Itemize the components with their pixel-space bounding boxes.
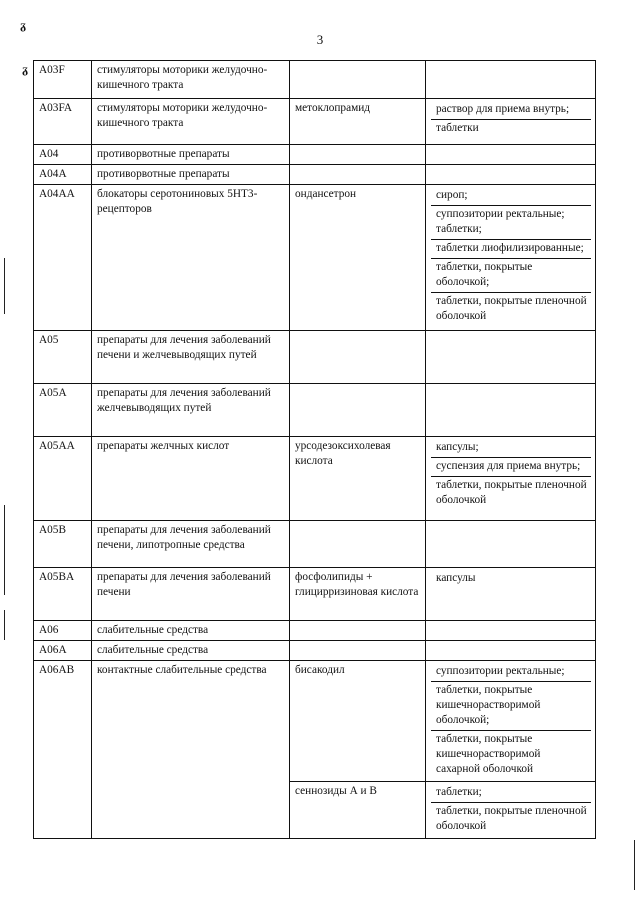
- dosage-form-cell: [426, 661, 596, 782]
- dosage-form-item: сироп;: [431, 187, 591, 206]
- corner-mark-row: ᵹ: [22, 62, 29, 76]
- left-margin-mark: [4, 505, 5, 595]
- dosage-form-cell: [426, 185, 596, 331]
- table-row: [34, 165, 596, 185]
- dosage-form-item: таблетки, покрытые оболочкой;: [431, 259, 591, 293]
- atc-code-cell: A04A: [34, 165, 92, 185]
- dosage-form-cell: [426, 384, 596, 437]
- table-row: [34, 621, 596, 641]
- table-row: [34, 331, 596, 384]
- group-name-cell: препараты для лечения заболеваний желчевыводящих путей: [92, 384, 290, 437]
- dosage-form-item: таблетки, покрытые кишечнорастворимой сахарной оболочкой: [436, 733, 541, 775]
- corner-mark-top: ᵹ: [20, 18, 27, 32]
- table-row: [34, 185, 596, 331]
- atc-code-cell: A05A: [34, 384, 92, 437]
- right-margin-mark: [634, 840, 635, 890]
- atc-code-cell: A06A: [34, 641, 92, 661]
- dosage-form-cell: [426, 99, 596, 145]
- dosage-form-item: капсулы: [436, 572, 476, 584]
- drug-name-cell: [290, 521, 426, 568]
- page-number: 3: [316, 32, 324, 47]
- dosage-form-item: таблетки;: [431, 784, 591, 803]
- dosage-form-item: таблетки, покрытые пленочной оболочкой: [436, 805, 587, 832]
- group-name-cell: стимуляторы моторики желудочно-кишечного тракта: [92, 61, 290, 99]
- dosage-form-cell: [426, 61, 596, 99]
- group-name-cell: препараты для лечения заболеваний печени, липотропные средства: [92, 521, 290, 568]
- drug-name-cell: [290, 641, 426, 661]
- group-name-cell: слабительные средства: [92, 641, 290, 661]
- group-name-cell: противорвотные препараты: [92, 165, 290, 185]
- atc-code-cell: A06AB: [34, 661, 92, 839]
- dosage-form-item: таблетки, покрытые пленочной оболочкой: [436, 479, 587, 506]
- dosage-form-cell: [426, 331, 596, 384]
- dosage-form-item: таблетки: [436, 122, 479, 134]
- atc-code-cell: A05: [34, 331, 92, 384]
- dosage-form-item: таблетки лиофилизированные;: [431, 240, 591, 259]
- table-row: [34, 437, 596, 521]
- atc-code-cell: A03FA: [34, 99, 92, 145]
- group-name-cell: слабительные средства: [92, 621, 290, 641]
- table-row: [34, 661, 596, 782]
- drug-name-cell: урсодезоксихолевая кислота: [290, 437, 426, 521]
- dosage-form-cell: [426, 437, 596, 521]
- atc-code-cell: A04: [34, 145, 92, 165]
- left-margin-mark: [4, 610, 5, 640]
- table-row: [34, 384, 596, 437]
- table-row: [34, 568, 596, 621]
- drug-name-cell: ондансетрон: [290, 185, 426, 331]
- dosage-form-cell: [426, 621, 596, 641]
- dosage-form-cell: [426, 641, 596, 661]
- group-name-cell: препараты желчных кислот: [92, 437, 290, 521]
- group-name-cell: препараты для лечения заболеваний печени и желчевыводящих путей: [92, 331, 290, 384]
- dosage-form-cell: [426, 165, 596, 185]
- drug-name-cell: метоклопрамид: [290, 99, 426, 145]
- table-row: [34, 61, 596, 99]
- left-margin-mark: [4, 258, 5, 314]
- group-name-cell: препараты для лечения заболеваний печени: [92, 568, 290, 621]
- dosage-form-item: суппозитории ректальные; таблетки;: [431, 206, 591, 240]
- atc-code-cell: A05BA: [34, 568, 92, 621]
- atc-code-cell: A05AA: [34, 437, 92, 521]
- group-name-cell: противорвотные препараты: [92, 145, 290, 165]
- drug-name-cell: [290, 165, 426, 185]
- drug-name-cell: [290, 145, 426, 165]
- dosage-form-item: суспензия для приема внутрь;: [431, 458, 591, 477]
- drug-name-cell: фосфолипиды + глицирризиновая кислота: [290, 568, 426, 621]
- drug-name-cell: [290, 331, 426, 384]
- table-row: [34, 145, 596, 165]
- dosage-form-item: таблетки, покрытые пленочной оболочкой: [436, 295, 587, 322]
- table-row: [34, 521, 596, 568]
- drug-name-cell: [290, 384, 426, 437]
- group-name-cell: блокаторы серотониновых 5HT3-рецепторов: [92, 185, 290, 331]
- dosage-form-item: таблетки, покрытые кишечнорастворимой оболочкой;: [431, 682, 591, 731]
- dosage-form-cell: [426, 782, 596, 839]
- atc-code-cell: A06: [34, 621, 92, 641]
- drug-name-cell: сеннозиды А и В: [290, 782, 426, 839]
- group-name-cell: контактные слабительные средства: [92, 661, 290, 839]
- drug-name-cell: [290, 621, 426, 641]
- dosage-form-item: капсулы;: [431, 439, 591, 458]
- atc-code-cell: A05B: [34, 521, 92, 568]
- dosage-form-item: суппозитории ректальные;: [431, 663, 591, 682]
- dosage-form-item: раствор для приема внутрь;: [431, 101, 591, 120]
- table-row: [34, 99, 596, 145]
- drug-name-cell: бисакодил: [290, 661, 426, 782]
- atc-code-cell: A04AA: [34, 185, 92, 331]
- drug-table: [33, 60, 596, 839]
- dosage-form-cell: [426, 145, 596, 165]
- dosage-form-cell: [426, 568, 596, 621]
- group-name-cell: стимуляторы моторики желудочно-кишечного тракта: [92, 99, 290, 145]
- table-row: [34, 641, 596, 661]
- drug-name-cell: [290, 61, 426, 99]
- table-body: [34, 61, 596, 839]
- dosage-form-cell: [426, 521, 596, 568]
- atc-code-cell: A03F: [34, 61, 92, 99]
